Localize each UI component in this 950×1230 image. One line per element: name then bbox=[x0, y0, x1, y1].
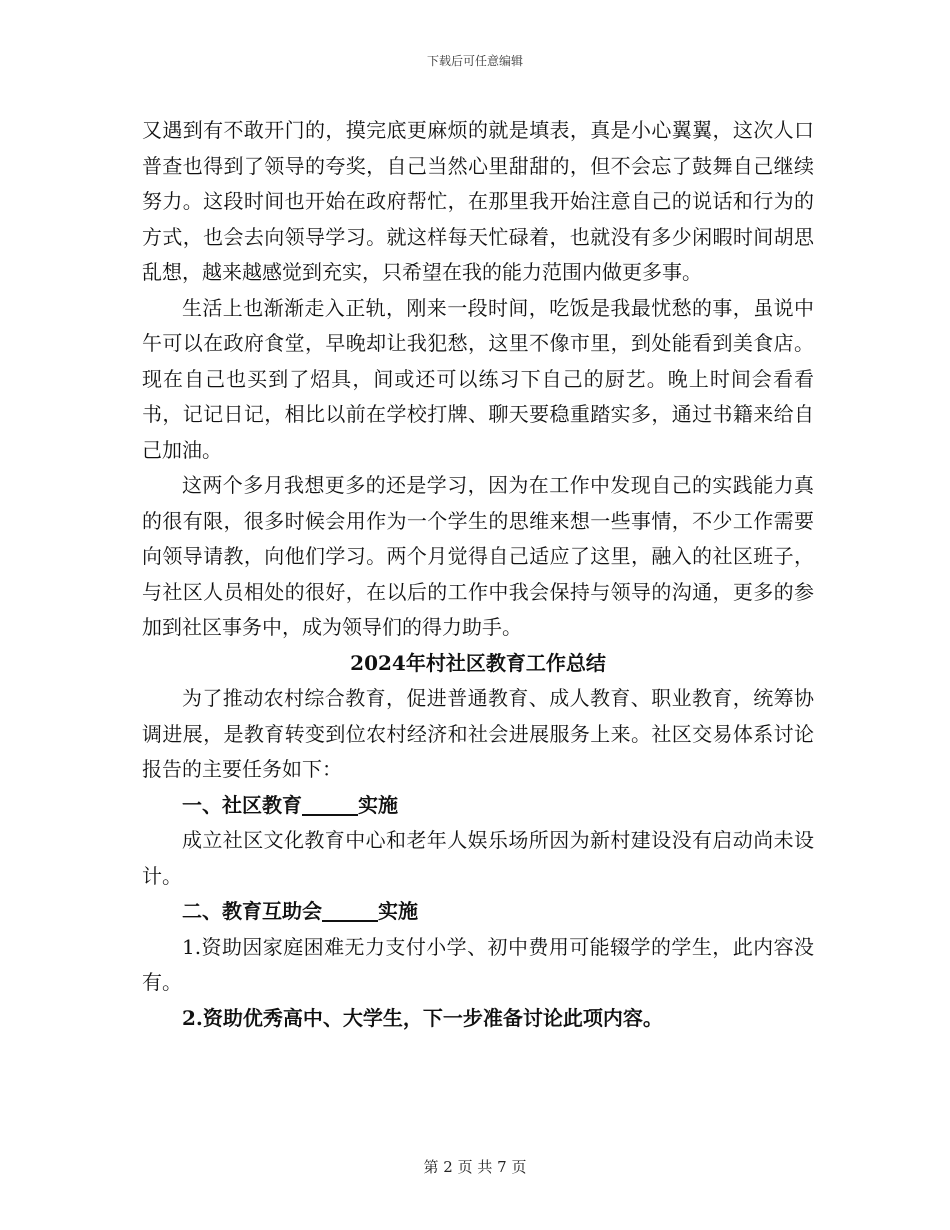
section-title: 2024年村社区教育工作总结 bbox=[350, 650, 606, 675]
heading-mutual-aid bbox=[142, 894, 814, 930]
heading-1-prefix: 一、社区教育 bbox=[182, 792, 302, 817]
document-body bbox=[142, 113, 814, 1036]
fill-in-blank-line bbox=[302, 794, 358, 816]
list-item-2: 2.资助优秀高中、大学生，下一步准备讨论此项内容。 bbox=[182, 1005, 663, 1030]
list-item-1: 1.资助因家庭困难无力支付小学、初中费用可能辍学的学生，此内容没有。 bbox=[142, 934, 814, 994]
heading-2-prefix: 二、教育互助会 bbox=[182, 899, 322, 923]
heading-2-suffix: 实施 bbox=[378, 899, 418, 923]
body-paragraph-1: 又遇到有不敢开门的，摸完底更麻烦的就是填表，真是小心翼翼，这次人口普查也得到了领导的夸奖，自己当然心里甜甜的，但不会忘了鼓舞自己继续努力。这段时间也开始在政府帮忙，在那里我开始注意自己的说话和行为的方式，也会去向领导学习。就这样每天忙碌着，也就没有多少闲暇时间胡思乱想，越来越感觉到充实，只希望在我的能力范围内做更多事。 bbox=[142, 118, 814, 284]
heading-1-suffix: 实施 bbox=[358, 792, 398, 817]
body-paragraph-2: 生活上也渐渐走入正轨，刚来一段时间，吃饭是我最忧愁的事，虽说中午可以在政府食堂，早晚却让我犯愁，这里不像市里，到处能看到美食店。现在自己也买到了炤具，间或还可以练习下自己的厨艺。晚上时间会看看书，记记日记，相比以前在学校打牌、聊天要稳重踏实多，通过书籍来给自己加油。 bbox=[142, 295, 814, 462]
body-paragraph-3: 这两个多月我想更多的还是学习，因为在工作中发现自己的实践能力真的很有限，很多时候会用作为一个学生的思维来想一些事情，不少工作需要向领导请教，向他们学习。两个月觉得自己适应了这里，融入的社区班子，与社区人员相处的很好，在以后的工作中我会保持与领导的沟通，更多的参加到社区事务中，成为领导们的得力助手。 bbox=[142, 473, 814, 639]
page-header-note: 下载后可任意编辑 bbox=[426, 54, 523, 68]
heading-1-body: 成立社区文化教育中心和老年人娱乐场所因为新村建设没有启动尚未设计。 bbox=[142, 828, 814, 888]
fill-in-blank-line bbox=[322, 900, 378, 922]
intro-paragraph: 为了推动农村综合教育，促进普通教育、成人教育、职业教育，统筹协调进展，是教育转变到位农村经济和社会进展服务上来。社区交易体系讨论报告的主要任务如下： bbox=[142, 686, 814, 781]
page-number: 第 2 页 共 7 页 bbox=[423, 1158, 527, 1176]
heading-community-education bbox=[142, 788, 814, 824]
